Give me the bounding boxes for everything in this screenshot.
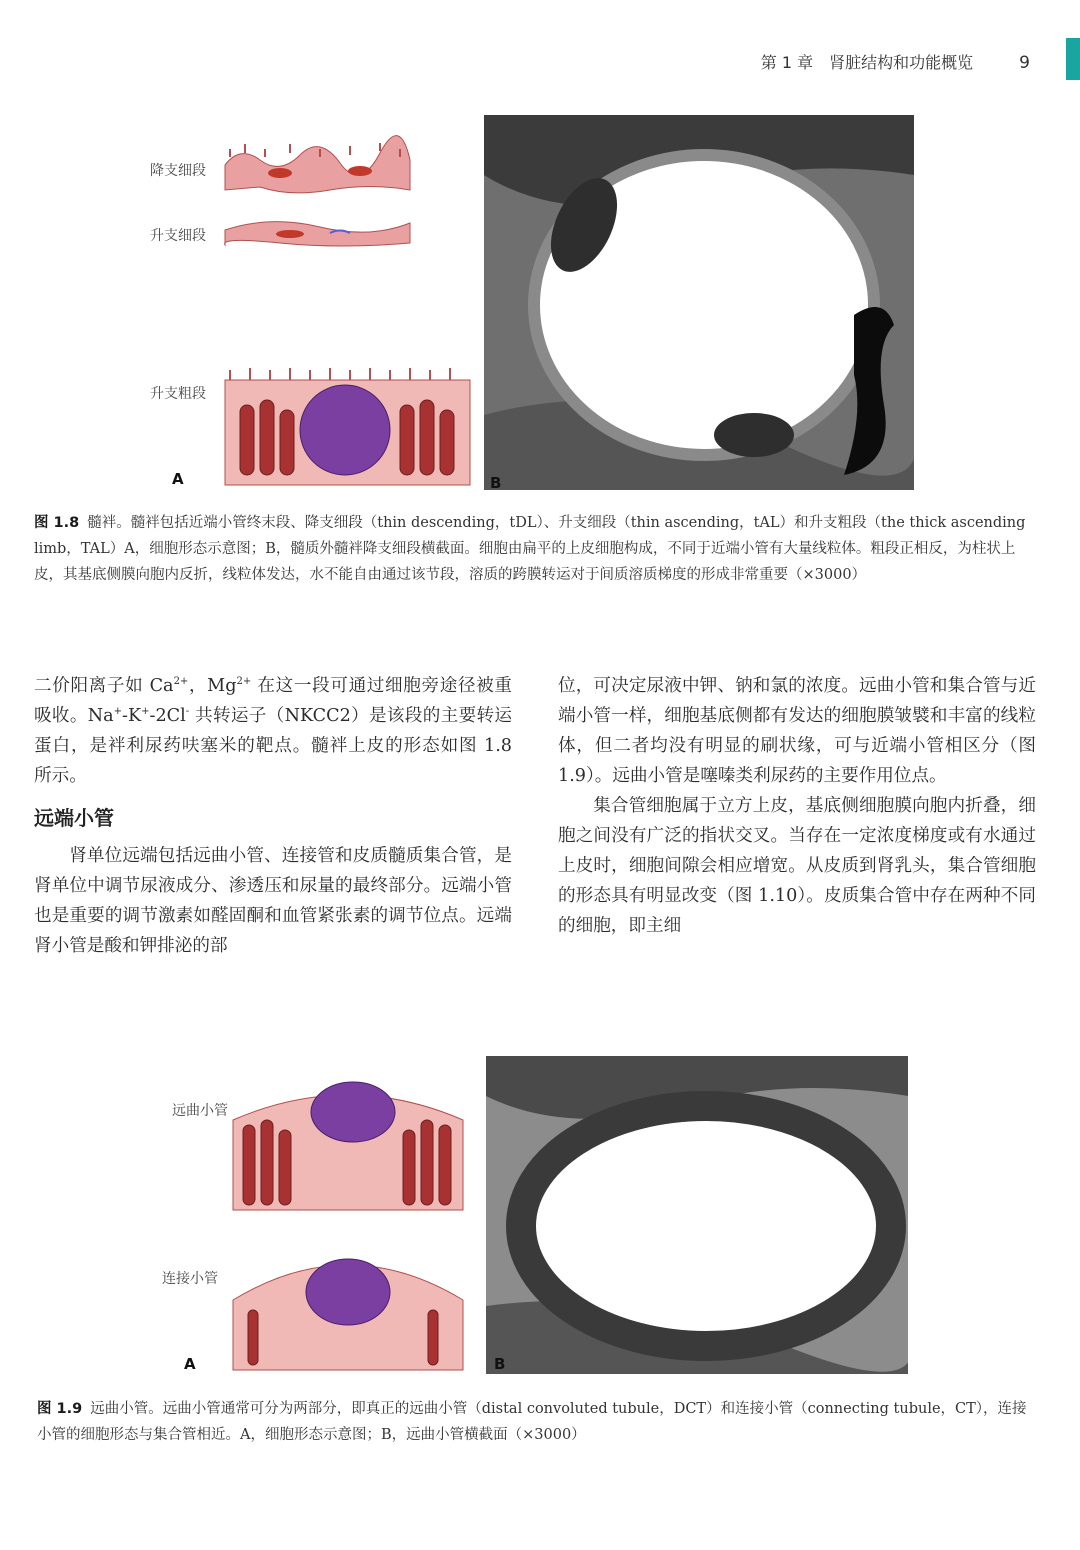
dct-lumen bbox=[521, 1106, 891, 1346]
tal-cell bbox=[225, 222, 410, 246]
tdl-cell bbox=[225, 136, 410, 193]
figure-1-8-caption bbox=[34, 510, 1036, 588]
figure-1-8 bbox=[0, 0, 1080, 640]
fig18-caption-text: 髓袢。髓袢包括近端小管终末段、降支细段（thin descending，tDL）、升支细段（thin ascending，tAL）和升支粗段（the thick ascending limb，TAL）A，细胞形态示意图；B，髓质外髓袢降支细段横截面。细胞由扁平的上皮细胞构成，不同于近端小管有大量线粒体。粗段正相反，为柱状上皮，其基底侧膜向胞内反折，线粒体发达，水不能自由通过该节段，溶质的跨膜转运对于间质溶质梯度的形成非常重要（×3000） bbox=[34, 515, 1026, 583]
label-ct: 连接小管 bbox=[162, 1271, 218, 1287]
right-paragraph-1: 位，可决定尿液中钾、钠和氯的浓度。远曲小管和集合管与近端小管一样，细胞基底侧都有发达的细胞膜皱襞和丰富的线粒体，但二者均没有明显的刷状缘，可与近端小管相区分（图 1.9）。远曲小管是噻嗪类利尿药的主要作用位点。 bbox=[558, 676, 1036, 786]
label-dct: 远曲小管 bbox=[172, 1103, 228, 1119]
thick-microvilli bbox=[230, 368, 450, 380]
left-column bbox=[34, 671, 512, 961]
label-thick: 升支粗段 bbox=[150, 386, 206, 402]
ct-nucleus bbox=[306, 1259, 390, 1325]
left-paragraph-1: 二价阳离子如 $Ca^{2+}$，$Mg^{2+}$ 在这一段可通过细胞旁途径被重吸收。Na+-K+-2Cl- 共转运子（NKCC2）是该段的主要转运蛋白，是袢利尿药呋塞米的靶点。髓袢上皮的形态如图 1.8 所示。 bbox=[34, 676, 512, 786]
fig19-panel-a: A bbox=[184, 1355, 196, 1373]
dct-nucleus bbox=[311, 1082, 395, 1142]
figure-1-9-diagram bbox=[228, 1070, 468, 1375]
section-heading: 远端小管 bbox=[34, 806, 114, 830]
fig19-caption-label: 图 1.9 bbox=[37, 1401, 83, 1417]
label-tal: 升支细段 bbox=[150, 228, 206, 244]
figure-1-9 bbox=[0, 1040, 1080, 1460]
fig18-caption-label: 图 1.8 bbox=[34, 515, 80, 531]
fig19-caption-text: 远曲小管。远曲小管通常可分为两部分，即真正的远曲小管（distal convoluted tubule，DCT）和连接小管（connecting tubule，CT），连接小管的细胞形态与集合管相近。A，细胞形态示意图；B，远曲小管横截面（×3000） bbox=[37, 1401, 1027, 1443]
figure-1-8-diagram bbox=[220, 135, 480, 495]
right-column bbox=[558, 671, 1036, 941]
right-paragraph-2: 集合管细胞属于立方上皮，基底侧细胞膜向胞内折叠，细胞之间没有广泛的指状交叉。当存在一定浓度梯度或有水通过上皮时，细胞间隙会相应增宽。从皮质到肾乳头，集合管细胞的形态具有明显改变（图 1.10）。皮质集合管中存在两种不同的细胞，即主细 bbox=[558, 796, 1036, 936]
tal-mito bbox=[276, 230, 304, 238]
page-number: 9 bbox=[1019, 53, 1030, 73]
thick-nucleus bbox=[300, 385, 390, 475]
tdl-mito-2 bbox=[348, 166, 372, 176]
fig18-panel-a: A bbox=[172, 470, 184, 488]
label-tdl: 降支细段 bbox=[150, 163, 206, 179]
left-paragraph-2: 肾单位远端包括远曲小管、连接管和皮质髓质集合管，是肾单位中调节尿液成分、渗透压和尿量的最终部分。远端小管也是重要的调节激素如醛固酮和血管紧张素的调节位点。远端肾小管是酸和钾排泌的部 bbox=[34, 846, 512, 956]
figure-1-9-caption bbox=[37, 1396, 1037, 1448]
fig18-panel-b: B bbox=[490, 474, 502, 492]
figure-1-9-micrograph bbox=[486, 1056, 908, 1374]
tdl-mito bbox=[268, 168, 292, 178]
fig19-panel-b: B bbox=[494, 1355, 506, 1373]
figure-1-8-micrograph bbox=[484, 115, 914, 490]
header-chapter: 第 1 章 肾脏结构和功能概览 bbox=[760, 53, 974, 72]
